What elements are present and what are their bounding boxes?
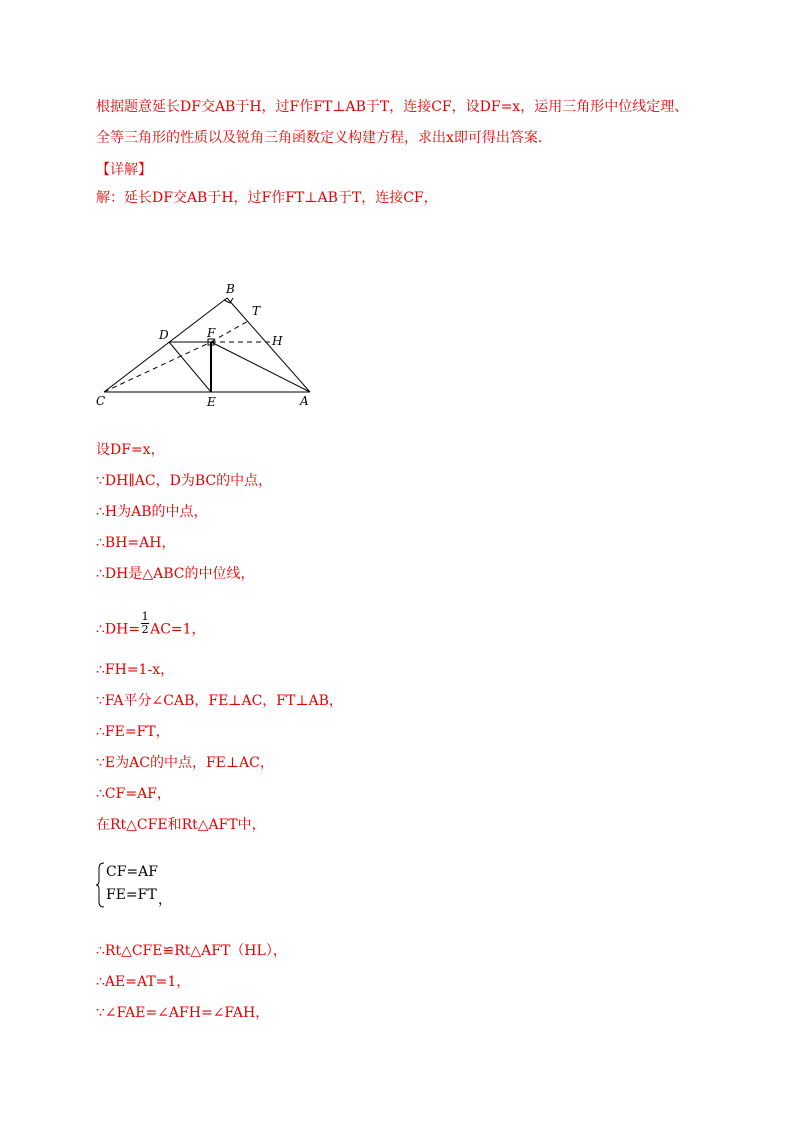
- step-8: ∵FA平分∠CAB，FE⊥AC，FT⊥AB，: [96, 693, 343, 709]
- step-6-suffix: AC=1，: [150, 621, 206, 638]
- step-4: ∴BH=AH，: [96, 535, 176, 551]
- step-15: ∵∠FAE=∠AFH=∠FAH，: [96, 1005, 270, 1021]
- segment-ba: [227, 298, 310, 392]
- step-6: [96, 610, 206, 642]
- step-12: 在Rt△CFE和Rt△AFT中，: [96, 817, 266, 833]
- label-a: A: [300, 394, 309, 408]
- label-t: T: [252, 304, 261, 318]
- step-14: ∴AE=AT=1，: [96, 974, 191, 990]
- label-c: C: [96, 394, 106, 408]
- step-2: ∵DH∥AC，D为BC的中点，: [96, 473, 273, 489]
- step-9: ∴FE=FT，: [96, 724, 170, 740]
- label-e: E: [207, 395, 216, 409]
- analysis-line-1: 根据题意延长DF交AB于H，过F作FT⊥AB于T，连接CF，设DF=x，运用三角形中位线定理、: [96, 99, 689, 115]
- triangle-diagram: [90, 275, 330, 415]
- label-h: H: [272, 334, 283, 348]
- label-b: B: [226, 282, 235, 296]
- fraction-denominator: 2: [141, 623, 149, 636]
- detail-heading: 【详解】: [96, 162, 152, 178]
- step-7: ∴FH=1-x，: [96, 662, 175, 678]
- geometry-figure: [90, 275, 330, 419]
- step-5: ∴DH是△ABC的中位线，: [96, 566, 255, 582]
- segment-de: [169, 342, 211, 392]
- segment-fa: [211, 342, 310, 392]
- system-equation-2: FE=FT: [106, 887, 157, 903]
- brace-icon: [96, 862, 106, 908]
- segment-ft-dashed: [211, 320, 250, 342]
- step-1: 设DF=x，: [96, 442, 165, 458]
- step-11: ∴CF=AF，: [96, 786, 171, 802]
- system-comma: ，: [158, 892, 172, 908]
- fraction-numerator: 1: [141, 610, 149, 623]
- system-equation-1: CF=AF: [106, 864, 158, 880]
- label-f: F: [207, 326, 216, 340]
- fraction-one-half: [141, 611, 149, 636]
- solution-intro: 解：延长DF交AB于H，过F作FT⊥AB于T，连接CF，: [96, 190, 438, 206]
- step-10: ∵E为AC的中点，FE⊥AC，: [96, 755, 274, 771]
- step-6-prefix: ∴DH=: [96, 621, 141, 638]
- segment-cf-dashed: [104, 342, 211, 392]
- step-13: ∴Rt△CFE≌Rt△AFT（HL），: [96, 943, 287, 959]
- label-d: D: [159, 328, 169, 342]
- step-3: ∴H为AB的中点，: [96, 504, 208, 520]
- analysis-line-2: 全等三角形的性质以及锐角三角函数定义构建方程，求出x即可得出答案.: [96, 130, 543, 146]
